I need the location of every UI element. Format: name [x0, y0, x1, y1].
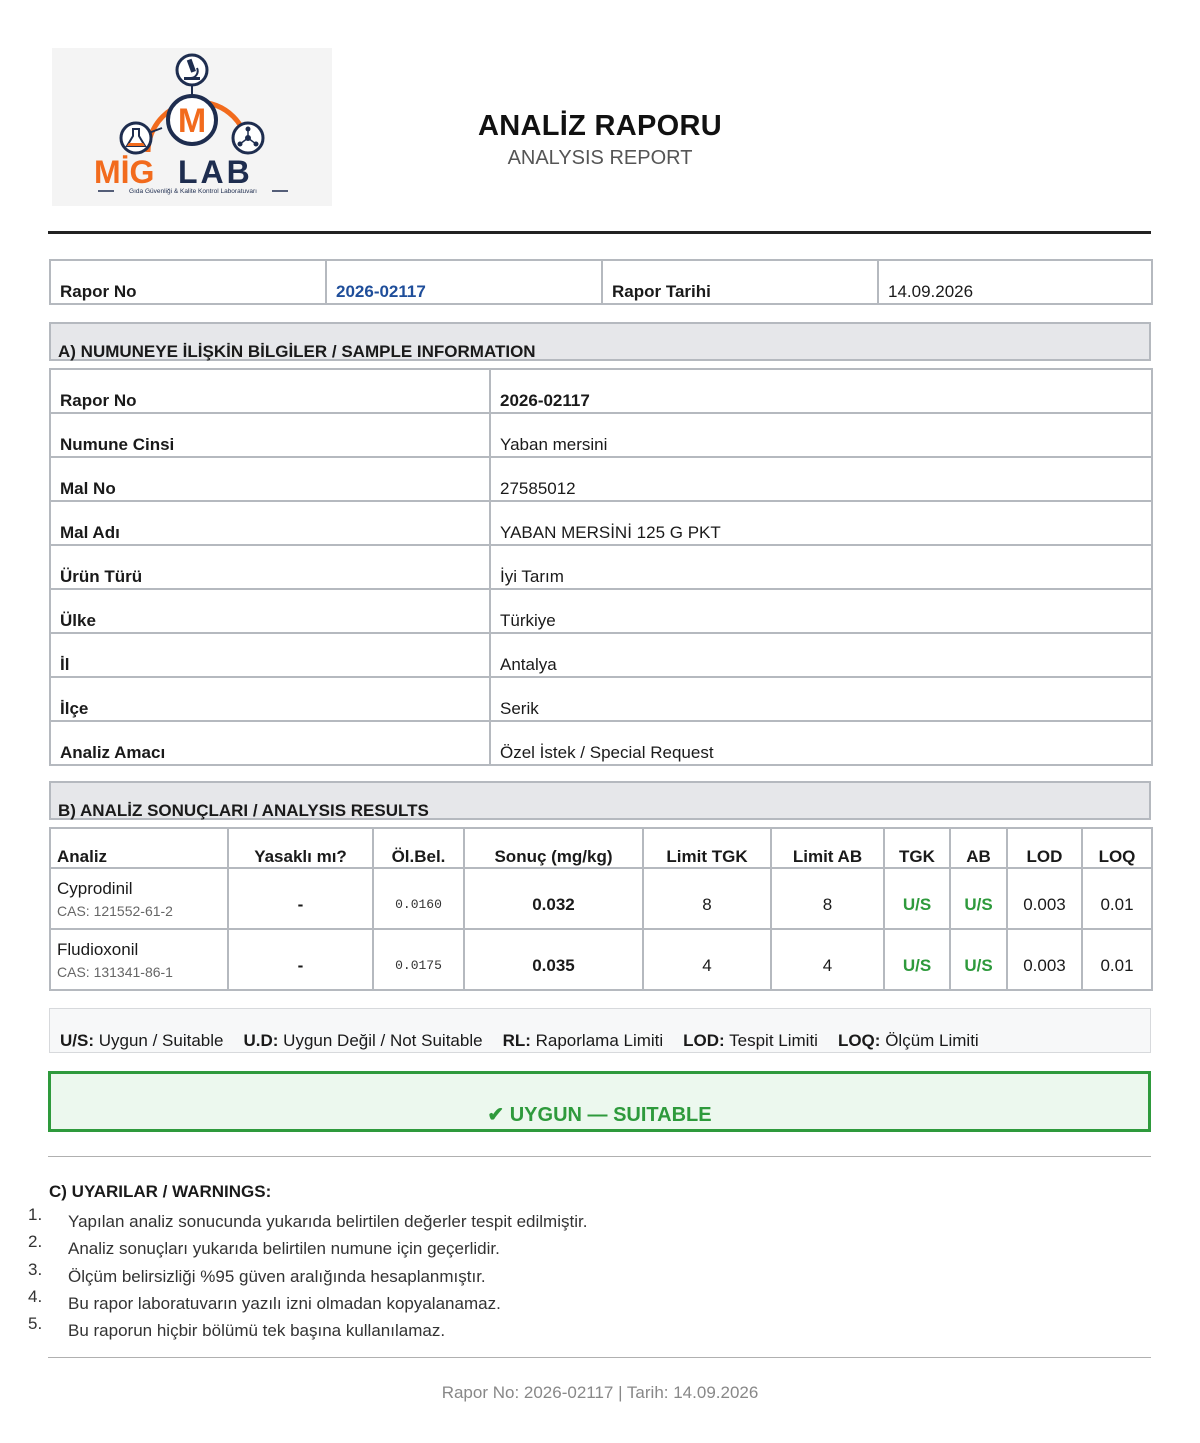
- results-column-header: TGK: [884, 828, 950, 868]
- warning-text: Yapılan analiz sonucunda yukarıda belirtilen değerler tespit edilmiştir.: [68, 1212, 588, 1231]
- header-divider: [48, 231, 1151, 234]
- legend-key: LOD:: [683, 1031, 725, 1050]
- analyte-name: Cyprodinil: [57, 878, 133, 898]
- checkmark-icon: ✔: [487, 1104, 505, 1126]
- legend-item: [503, 1031, 664, 1050]
- tgk-status-cell: U/S: [884, 929, 950, 990]
- legend-text: Tespit Limiti: [729, 1031, 818, 1050]
- limit-tgk-cell: 4: [643, 929, 771, 990]
- warnings-title: C) UYARILAR / WARNINGS:: [49, 1182, 272, 1201]
- section-divider: [48, 1156, 1151, 1157]
- limit-ab-cell: 4: [771, 929, 884, 990]
- sample-row: [50, 721, 1152, 765]
- sample-row: [50, 589, 1152, 633]
- legend-box: [49, 1008, 1151, 1053]
- analyte-cell: [50, 868, 228, 929]
- banned-cell: -: [228, 868, 373, 929]
- sample-section-header: A) NUMUNEYE İLİŞKİN BİLGİLER / SAMPLE INFORMATION: [49, 322, 1151, 361]
- legend-item: [60, 1031, 223, 1050]
- sample-field-value: İyi Tarım: [490, 545, 1152, 589]
- report-no-value: 2026-02117: [326, 260, 602, 304]
- results-column-header: LOQ: [1082, 828, 1152, 868]
- sample-field-value: YABAN MERSİNİ 125 G PKT: [490, 501, 1152, 545]
- legend-item: [683, 1031, 818, 1050]
- results-column-header: Analiz: [50, 828, 228, 868]
- analyte-cas-number: CAS: 131341-86-1: [57, 963, 173, 980]
- results-column-header: Limit AB: [771, 828, 884, 868]
- legend-key: U/S:: [60, 1031, 94, 1050]
- result-row: [50, 929, 1152, 990]
- loq-cell: 0.01: [1082, 929, 1152, 990]
- footer-divider: [48, 1357, 1151, 1358]
- warning-text: Analiz sonuçları yukarıda belirtilen numune için geçerlidir.: [68, 1239, 500, 1259]
- sample-info-table: [49, 368, 1153, 766]
- sample-row: [50, 457, 1152, 501]
- warning-text: Ölçüm belirsizliği %95 güven aralığında hesaplanmıştır.: [68, 1266, 486, 1286]
- ab-status-cell: U/S: [950, 929, 1007, 990]
- sample-field-value: Yaban mersini: [490, 413, 1152, 457]
- warning-number: 1.: [28, 1205, 43, 1224]
- results-column-header: Yasaklı mı?: [228, 828, 373, 868]
- legend-text: Uygun / Suitable: [98, 1031, 224, 1050]
- sample-field-value: 27585012: [490, 457, 1152, 501]
- warning-item: [0, 1260, 1200, 1287]
- lod-cell: 0.003: [1007, 929, 1082, 990]
- results-column-header: Limit TGK: [643, 828, 771, 868]
- warning-text: Bu rapor laboratuvarın yazılı izni olmadan kopyalanamaz.: [68, 1293, 501, 1313]
- warning-number: 4.: [28, 1286, 43, 1306]
- sample-field-label: Ülke: [50, 589, 490, 633]
- report-subtitle: ANALYSIS REPORT: [507, 147, 693, 169]
- sample-field-label: Numune Cinsi: [50, 413, 490, 457]
- legend-key: U.D:: [243, 1031, 279, 1050]
- limit-ab-cell: 8: [771, 868, 884, 929]
- uncertainty-cell: 0.0175: [373, 929, 464, 990]
- warning-item: [0, 1232, 1200, 1259]
- warning-item: [0, 1287, 1200, 1314]
- sample-field-label: Mal No: [50, 457, 490, 501]
- report-no-label: Rapor No: [50, 260, 326, 304]
- report-date-value: 14.09.2026: [878, 260, 1152, 304]
- legend-item: [243, 1031, 482, 1050]
- footer-text: Rapor No: 2026-02117 | Tarih: 14.09.2026: [441, 1383, 759, 1402]
- analyte-cell: [50, 929, 228, 990]
- tgk-status-cell: U/S: [884, 868, 950, 929]
- logo-letter: M: [177, 102, 207, 140]
- legend-text: Raporlama Limiti: [535, 1031, 664, 1050]
- sample-field-value: Antalya: [490, 633, 1152, 677]
- results-column-header: LOD: [1007, 828, 1082, 868]
- logo-tagline: Gıda Güvenliği & Kalite Kontrol Laboratuvarı: [129, 188, 257, 195]
- legend-text: Uygun Değil / Not Suitable: [283, 1031, 483, 1050]
- sample-field-label: Analiz Amacı: [50, 721, 490, 765]
- legend-key: LOQ:: [837, 1031, 881, 1050]
- sample-field-value: 2026-02117: [490, 369, 1152, 413]
- analyte-cas-number: CAS: 121552-61-2: [57, 902, 173, 919]
- warnings-list: [0, 1205, 1200, 1341]
- sample-row: [50, 677, 1152, 721]
- sample-field-label: İl: [50, 633, 490, 677]
- sample-row: [50, 369, 1152, 413]
- warning-number: 5.: [28, 1314, 43, 1334]
- sample-row: [50, 413, 1152, 457]
- warning-item: [0, 1314, 1200, 1341]
- sample-field-label: Mal Adı: [50, 501, 490, 545]
- legend-key: RL:: [502, 1031, 531, 1050]
- report-date-label: Rapor Tarihi: [602, 260, 878, 304]
- logo-wordmark-lab: LAB: [178, 154, 253, 190]
- verdict-text: UYGUN — SUITABLE: [509, 1104, 712, 1126]
- sample-field-label: Ürün Türü: [50, 545, 490, 589]
- lod-cell: 0.003: [1007, 868, 1082, 929]
- result-value-cell: 0.035: [464, 929, 643, 990]
- report-info-table: [49, 259, 1153, 305]
- sample-field-label: İlçe: [50, 677, 490, 721]
- sample-field-label: Rapor No: [50, 369, 490, 413]
- sample-field-value: Serik: [490, 677, 1152, 721]
- results-section-header: B) ANALİZ SONUÇLARI / ANALYSIS RESULTS: [49, 781, 1151, 820]
- results-column-header: AB: [950, 828, 1007, 868]
- logo-wordmark-mig: MİG: [94, 154, 155, 190]
- analyte-name: Fludioxonil: [57, 939, 139, 959]
- warning-number: 3.: [28, 1259, 43, 1279]
- legend-item: [838, 1031, 979, 1050]
- report-title: ANALİZ RAPORU: [478, 110, 722, 142]
- result-row: [50, 868, 1152, 929]
- sample-field-value: Türkiye: [490, 589, 1152, 633]
- loq-cell: 0.01: [1082, 868, 1152, 929]
- banned-cell: -: [228, 929, 373, 990]
- results-table: [49, 827, 1153, 991]
- warning-text: Bu raporun hiçbir bölümü tek başına kullanılamaz.: [68, 1321, 446, 1341]
- ab-status-cell: U/S: [950, 868, 1007, 929]
- results-column-header: Öl.Bel.: [373, 828, 464, 868]
- results-column-header: Sonuç (mg/kg): [464, 828, 643, 868]
- result-value-cell: 0.032: [464, 868, 643, 929]
- legend-text: Ölçüm Limiti: [885, 1031, 979, 1050]
- report-title-block: [0, 110, 1200, 170]
- verdict-banner: [48, 1071, 1151, 1132]
- warning-item: [0, 1205, 1200, 1232]
- uncertainty-cell: 0.0160: [373, 868, 464, 929]
- limit-tgk-cell: 8: [643, 868, 771, 929]
- sample-row: [50, 633, 1152, 677]
- sample-row: [50, 545, 1152, 589]
- warning-number: 2.: [28, 1232, 43, 1252]
- sample-field-value: Özel İstek / Special Request: [490, 721, 1152, 765]
- sample-row: [50, 501, 1152, 545]
- microscope-icon: [177, 55, 207, 85]
- results-header-row: [50, 828, 1152, 868]
